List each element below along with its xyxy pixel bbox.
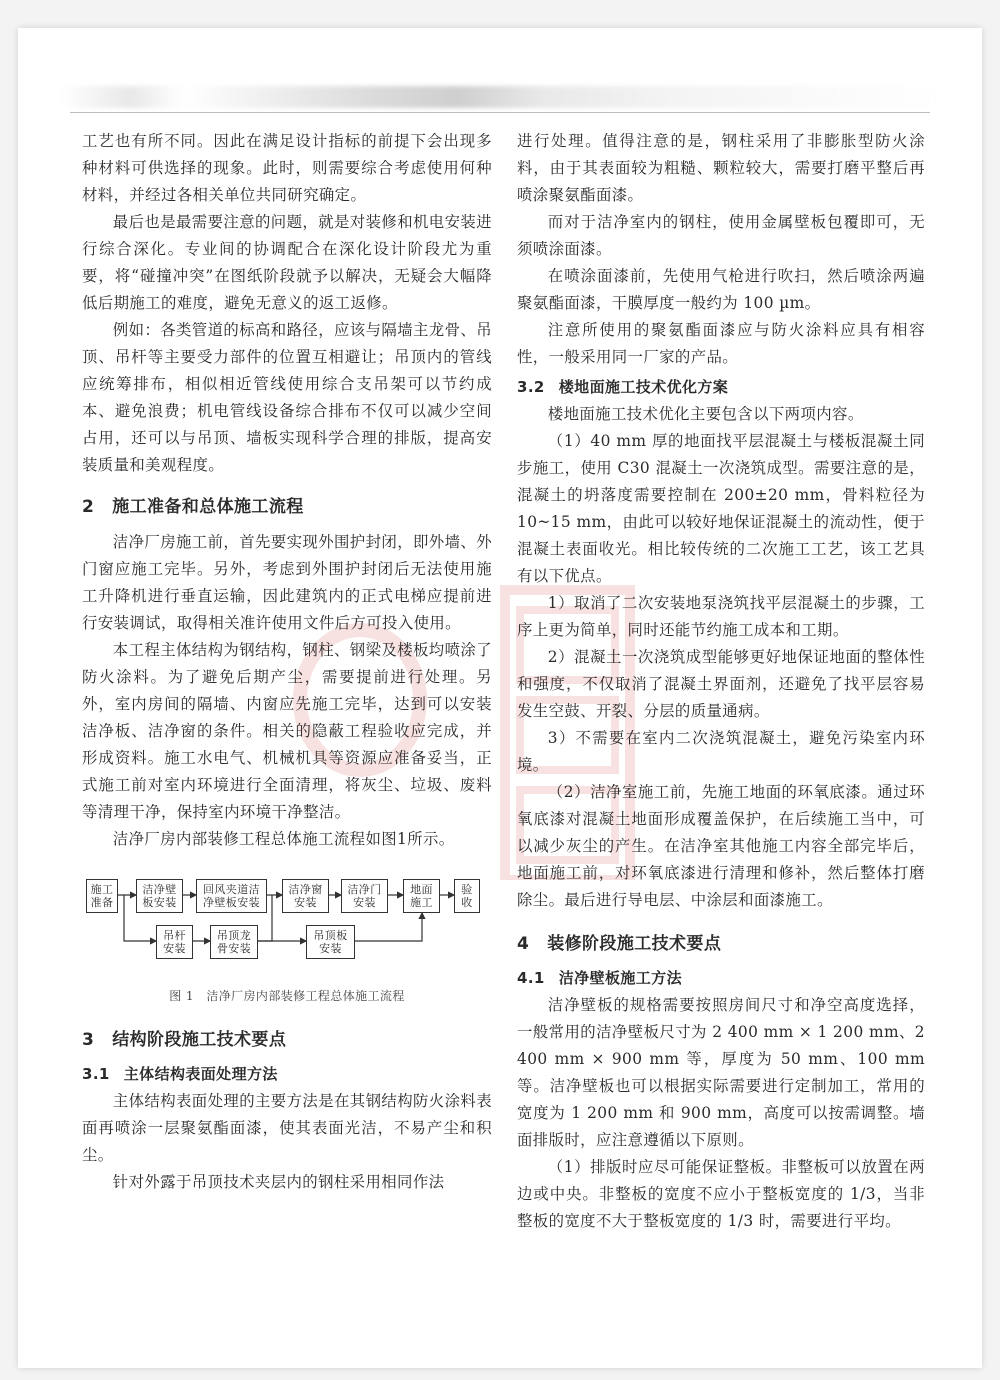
paragraph: 洁净厂房内部装修工程总体施工流程如图1所示。: [112, 830, 455, 848]
subsection-title: 楼地面施工技术优化方案: [558, 378, 729, 396]
paragraph: （2）洁净室施工前，先施工地面的环氧底漆。通过环氧底漆对混凝土地面形成覆盖保护，在后续施工当中，可以减少灰尘的产生。在洁净室其他施工内容全部完毕后，地面施工前，对环氧底漆进行清理和修补，然后整体打磨除尘。最后进行导电层、中涂层和面漆施工。: [517, 783, 925, 909]
section-heading-4: [517, 932, 925, 956]
section-title: 结构阶段施工技术要点: [112, 1030, 287, 1050]
paragraph: 1）取消了二次安装地泵浇筑找平层混凝土的步骤，工序上更为简单，同时还能节约施工成本和工期。: [517, 594, 925, 639]
section-heading-2: [82, 495, 492, 519]
flow-step-ceiling-board: 吊顶板安装: [306, 925, 355, 959]
flowchart-figure-1: [82, 873, 492, 973]
paragraph: 洁净壁板的规格需要按照房间尺寸和净空高度选择，一般常用的洁净壁板尺寸为 2 400 mm × 1 200 mm、2 400 mm × 900 mm 等，厚度为 50 mm、100 mm 等。洁净壁板也可以根据实际需要进行定制加工，常用的宽度为 1 200 mm 和 900 mm，高度可以按需调整。墙面排版时，应注意遵循以下原则。: [517, 996, 925, 1149]
section-title: 施工准备和总体施工流程: [112, 497, 304, 517]
paragraph: 洁净厂房施工前，首先要实现外围护封闭，即外墙、外门窗应施工完毕。另外，考虑到外围护封闭后无法使用施工升降机进行垂直运输，因此建筑内的正式电梯应提前进行安装调试，取得相关准许使用文件后方可投入使用。: [82, 533, 492, 632]
flow-step-wall-panel: 洁净壁板安装: [136, 879, 183, 913]
flow-step-hanger-rod: 吊杆安装: [156, 925, 193, 959]
paragraph: 3）不需要在室内二次浇筑混凝土，避免污染室内环境。: [517, 729, 925, 774]
section-heading-3: [82, 1028, 492, 1052]
flow-step-prep: 施工准备: [86, 879, 118, 913]
flow-step-window: 洁净窗安装: [282, 879, 329, 913]
paragraph: 例如：各类管道的标高和路径，应该与隔墙主龙骨、吊顶、吊杆等主要受力部件的位置互相避让；吊顶内的管线应统筹排布，相似相近管线使用综合支吊架可以节约成本、避免浪费；机电管线设备综合排布不仅可以减少空间占用，还可以与吊顶、墙板实现科学合理的排版，提高安装质量和美观程度。: [82, 321, 492, 474]
paragraph: 楼地面施工技术优化主要包含以下两项内容。: [547, 405, 864, 423]
subsection-heading-4-1: [517, 966, 925, 990]
flow-step-ceiling-keel: 吊顶龙骨安装: [210, 925, 258, 959]
running-header-blurred: [60, 86, 940, 108]
subsection-heading-3-2: [517, 375, 925, 399]
paragraph: 针对外露于吊顶技术夹层内的钢柱采用相同作法: [112, 1173, 445, 1191]
paragraph: 进行处理。值得注意的是，钢柱采用了非膨胀型防火涂料，由于其表面较为粗糙、颗粒较大，需要打磨平整后再喷涂聚氨酯面漆。: [517, 132, 925, 204]
paragraph: 而对于洁净室内的钢柱，使用金属壁板包覆即可，无须喷涂面漆。: [517, 213, 925, 258]
subsection-number: 3.1: [82, 1065, 110, 1083]
paragraph: 主体结构表面处理的主要方法是在其钢结构防火涂料表面再喷涂一层聚氨酯面漆，使其表面光洁，不易产尘和积尘。: [82, 1092, 492, 1164]
subsection-number: 3.2: [517, 378, 545, 396]
subsection-number: 4.1: [517, 969, 545, 987]
figure-caption: 图 1 洁净厂房内部装修工程总体施工流程: [169, 989, 405, 1003]
paragraph: （1）40 mm 厚的地面找平层混凝土与楼板混凝土同步施工，使用 C30 混凝土一次浇筑成型。需要注意的是，混凝土的坍落度需要控制在 200±20 mm，骨料粒径为 10~15 mm，由此可以较好地保证混凝土的流动性，便于混凝土表面收光。相比较传统的二次施工工艺，该工艺具有以下优点。: [517, 432, 925, 585]
section-number: 4: [517, 934, 530, 954]
flow-step-return-air-panel: 回风夹道洁净壁板安装: [196, 879, 267, 913]
paragraph: 本工程主体结构为钢结构，钢柱、钢梁及楼板均喷涂了防火涂料。为了避免后期产尘，需要提前进行处理。另外，室内房间的隔墙、内窗应先施工完毕，达到可以安装洁净板、洁净窗的条件。相关的隐蔽工程验收应完成，并形成资料。施工水电气、机械机具等资源应准备妥当，正式施工前对室内环境进行全面清理，将灰尘、垃圾、废料等清理干净，保持室内环境干净整洁。: [82, 641, 492, 821]
section-title: 装修阶段施工技术要点: [547, 934, 722, 954]
section-number: 2: [82, 497, 95, 517]
flow-step-door: 洁净门安装: [341, 879, 388, 913]
paragraph: （1）排版时应尽可能保证整板。非整板可以放置在两边或中央。非整板的宽度不应小于整板宽度的 1/3，当非整板的宽度不大于整板宽度的 1/3 时，需要进行平均。: [517, 1158, 925, 1230]
paragraph: 在喷涂面漆前，先使用气枪进行吹扫，然后喷涂两遍聚氨酯面漆，干膜厚度一般约为 100 µm。: [517, 267, 925, 312]
subsection-title: 洁净壁板施工方法: [558, 969, 682, 987]
flow-step-acceptance: 验收: [454, 879, 480, 913]
right-column: [517, 128, 925, 1235]
header-rule: [70, 112, 930, 113]
subsection-heading-3-1: [82, 1062, 492, 1086]
section-number: 3: [82, 1030, 95, 1050]
subsection-title: 主体结构表面处理方法: [123, 1065, 278, 1083]
paragraph: 2）混凝土一次浇筑成型能够更好地保证地面的整体性和强度，不仅取消了混凝土界面剂，还避免了找平层容易发生空鼓、开裂、分层的质量通病。: [517, 648, 925, 720]
flow-step-floor: 地面施工: [403, 879, 440, 913]
paragraph: 工艺也有所不同。因此在满足设计指标的前提下会出现多种材料可供选择的现象。此时，则需要综合考虑使用何种材料，并经过各相关单位共同研究确定。: [82, 132, 492, 204]
paragraph: 最后也是最需要注意的问题，就是对装修和机电安装进行综合深化。专业间的协调配合在深化设计阶段尤为重要，将“碰撞冲突”在图纸阶段就予以解决，无疑会大幅降低后期施工的难度，避免无意义的返工返修。: [82, 213, 492, 312]
left-column: [82, 128, 492, 1196]
paragraph: 注意所使用的聚氨酯面漆应与防火涂料应具有相容性，一般采用同一厂家的产品。: [517, 321, 925, 366]
